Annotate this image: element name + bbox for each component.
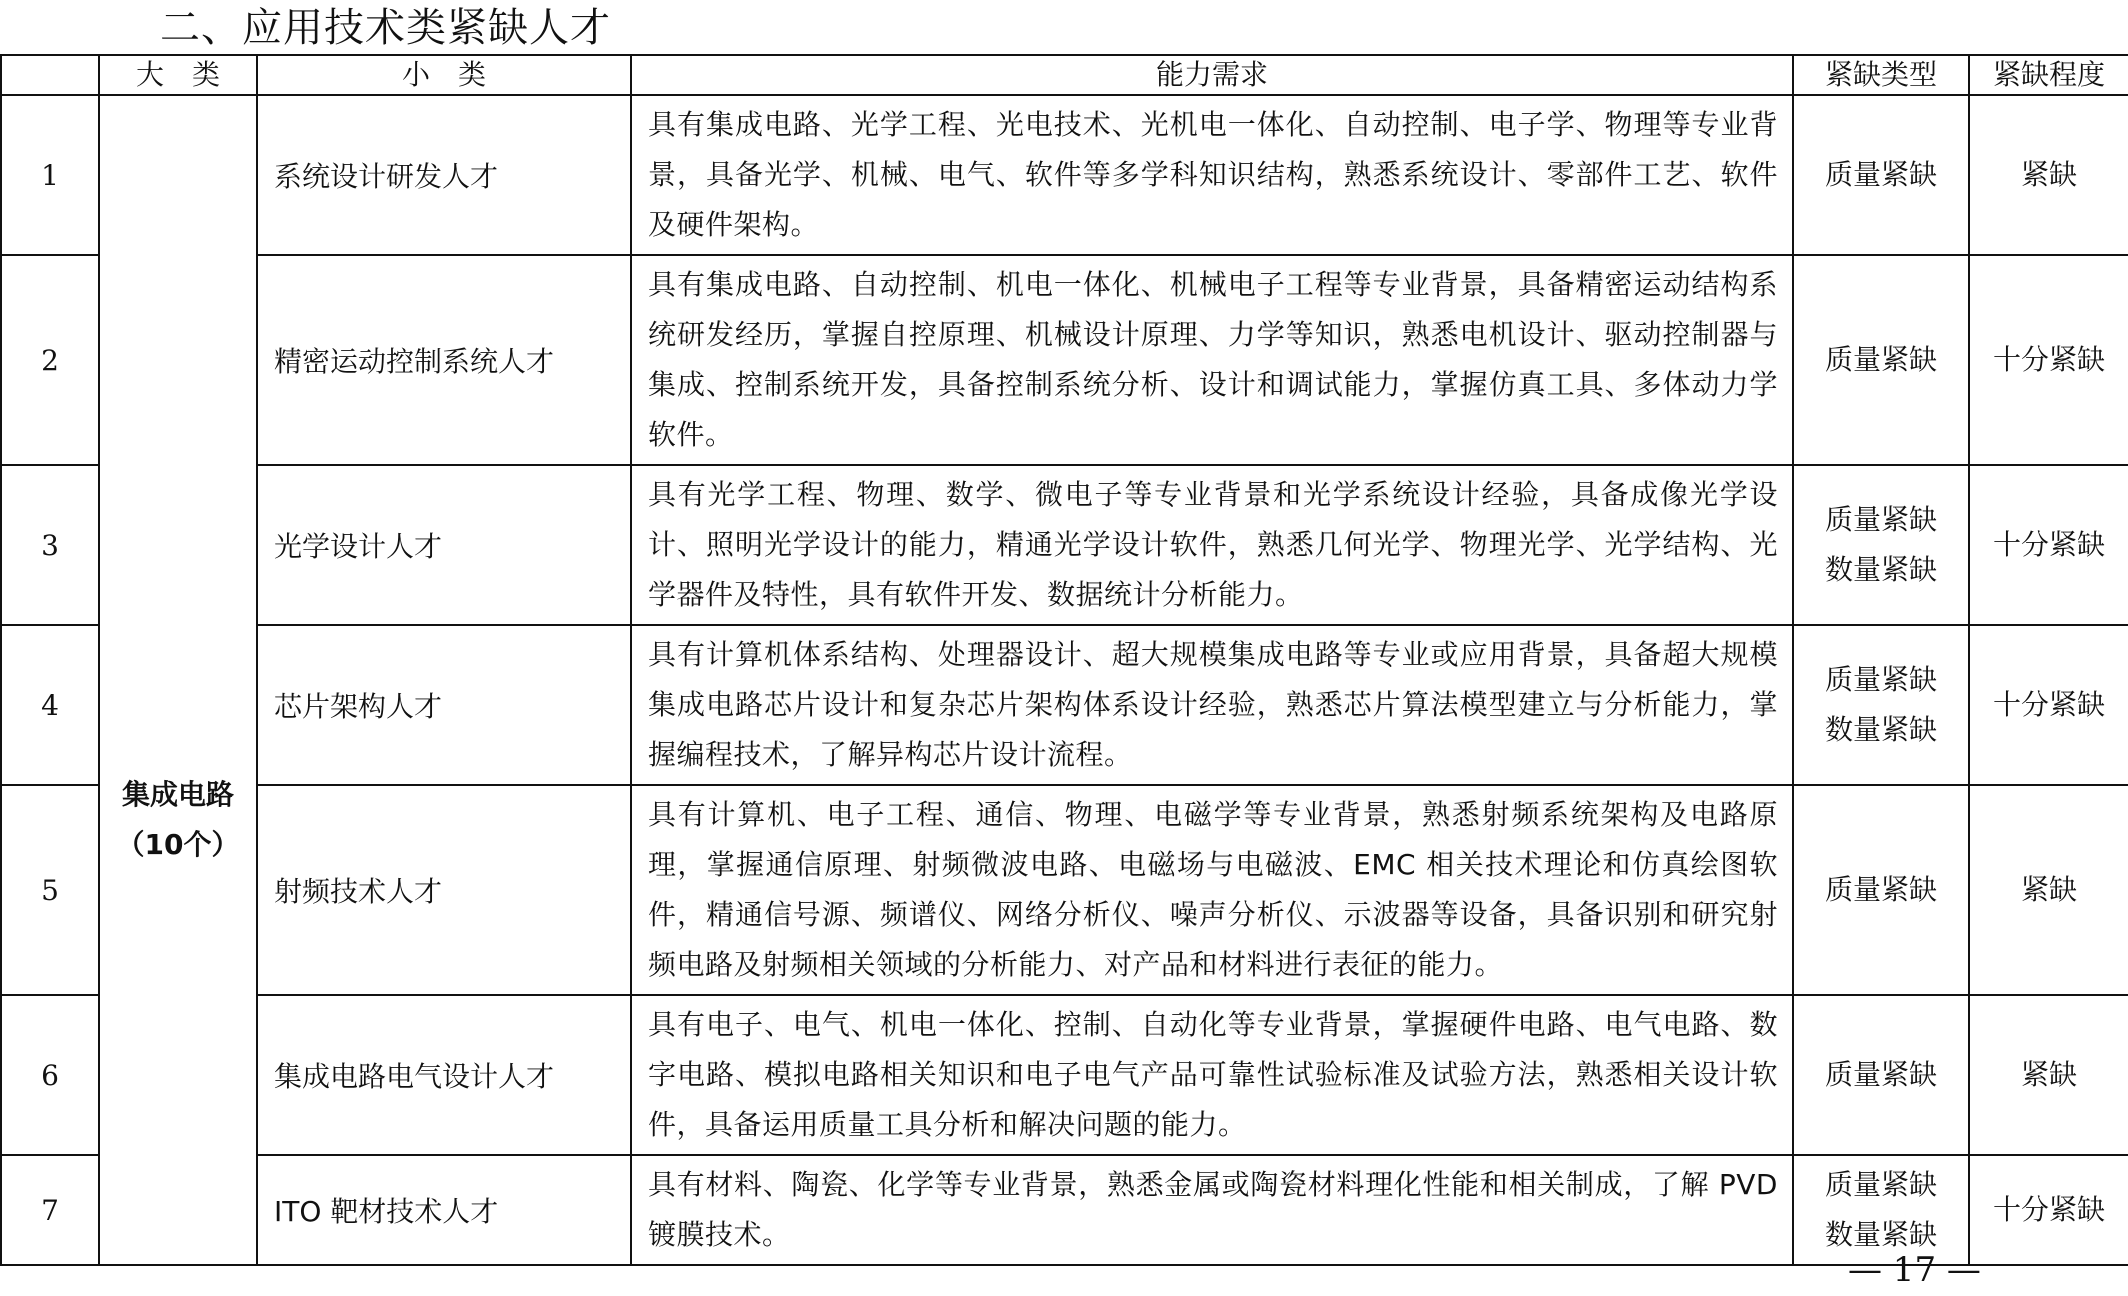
- shortage-type-cell: [1793, 1155, 1969, 1265]
- shortage-type-cell: [1793, 465, 1969, 625]
- shortage-degree-cell: 紧缺: [1969, 95, 2128, 255]
- requirement-cell: 具有电子、电气、机电一体化、控制、自动化等专业背景，掌握硬件电路、电气电路、数字电路、模拟电路相关知识和电子电气产品可靠性试验标准及试验方法，熟悉相关设计软件，具备运用质量工具分析和解决问题的能力。: [631, 995, 1793, 1155]
- subcategory-cell: 光学设计人才: [257, 465, 631, 625]
- shortage-type-1: 质量紧缺: [1824, 873, 1937, 906]
- shortage-type-cell: [1793, 625, 1969, 785]
- requirement-cell: 具有集成电路、光学工程、光电技术、光机电一体化、自动控制、电子学、物理等专业背景，具备光学、机械、电气、软件等多学科知识结构，熟悉系统设计、零部件工艺、软件及硬件架构。: [631, 95, 1793, 255]
- subcategory-cell: 射频技术人才: [257, 785, 631, 995]
- shortage-type-cell: [1793, 785, 1969, 995]
- shortage-type-1: 质量紧缺: [1824, 158, 1937, 191]
- talent-table: [0, 54, 2128, 1266]
- row-number: 6: [1, 995, 99, 1155]
- subcategory-cell: ITO 靶材技术人才: [257, 1155, 631, 1265]
- shortage-type-1: 质量紧缺: [1824, 663, 1937, 696]
- category-count: （10个）: [116, 828, 240, 861]
- shortage-type-2: 数量紧缺: [1824, 713, 1937, 746]
- table-row: [1, 785, 2128, 995]
- section-title: 二、应用技术类紧缺人才: [160, 5, 611, 51]
- page-number: — 17 —: [1848, 1250, 1981, 1290]
- header-shortage-degree: 紧缺程度: [1969, 55, 2128, 95]
- shortage-type-1: 质量紧缺: [1824, 1058, 1937, 1091]
- shortage-type-1: 质量紧缺: [1824, 343, 1937, 376]
- shortage-degree-cell: 紧缺: [1969, 995, 2128, 1155]
- table-header-row: [1, 55, 2128, 95]
- row-number: 2: [1, 255, 99, 465]
- row-number: 1: [1, 95, 99, 255]
- requirement-cell: 具有集成电路、自动控制、机电一体化、机械电子工程等专业背景，具备精密运动结构系统研发经历，掌握自控原理、机械设计原理、力学等知识，熟悉电机设计、驱动控制器与集成、控制系统开发，具备控制系统分析、设计和调试能力，掌握仿真工具、多体动力学软件。: [631, 255, 1793, 465]
- shortage-degree-cell: 十分紧缺: [1969, 625, 2128, 785]
- table-row: [1, 255, 2128, 465]
- row-number: 4: [1, 625, 99, 785]
- shortage-type-cell: [1793, 255, 1969, 465]
- subcategory-cell: 芯片架构人才: [257, 625, 631, 785]
- table-row: [1, 1155, 2128, 1265]
- subcategory-cell: 集成电路电气设计人才: [257, 995, 631, 1155]
- shortage-type-cell: [1793, 995, 1969, 1155]
- subcategory-cell: 精密运动控制系统人才: [257, 255, 631, 465]
- row-number: 7: [1, 1155, 99, 1265]
- category-name: 集成电路: [121, 778, 234, 811]
- shortage-degree-cell: 十分紧缺: [1969, 465, 2128, 625]
- header-category: 大 类: [99, 55, 257, 95]
- shortage-degree-cell: 紧缺: [1969, 785, 2128, 995]
- shortage-type-2: 数量紧缺: [1824, 1218, 1937, 1251]
- shortage-degree-cell: 十分紧缺: [1969, 255, 2128, 465]
- subcategory-cell: 系统设计研发人才: [257, 95, 631, 255]
- shortage-type-cell: [1793, 95, 1969, 255]
- table-row: [1, 995, 2128, 1155]
- requirement-cell: 具有计算机、电子工程、通信、物理、电磁学等专业背景，熟悉射频系统架构及电路原理，掌握通信原理、射频微波电路、电磁场与电磁波、EMC 相关技术理论和仿真绘图软件，精通信号源、频谱仪、网络分析仪、噪声分析仪、示波器等设备，具备识别和研究射频电路及射频相关领域的分析能力、对产品和材料进行表征的能力。: [631, 785, 1793, 995]
- shortage-degree-cell: 十分紧缺: [1969, 1155, 2128, 1265]
- category-cell: [99, 95, 257, 1265]
- shortage-type-1: 质量紧缺: [1824, 1168, 1937, 1201]
- table-row: [1, 95, 2128, 255]
- row-number: 5: [1, 785, 99, 995]
- table-row: [1, 465, 2128, 625]
- requirement-cell: 具有计算机体系结构、处理器设计、超大规模集成电路等专业或应用背景，具备超大规模集成电路芯片设计和复杂芯片架构体系设计经验，熟悉芯片算法模型建立与分析能力，掌握编程技术，了解异构芯片设计流程。: [631, 625, 1793, 785]
- shortage-type-2: 数量紧缺: [1824, 553, 1937, 586]
- requirement-cell: 具有光学工程、物理、数学、微电子等专业背景和光学系统设计经验，具备成像光学设计、照明光学设计的能力，精通光学设计软件，熟悉几何光学、物理光学、光学结构、光学器件及特性，具有软件开发、数据统计分析能力。: [631, 465, 1793, 625]
- header-subcategory: 小 类: [257, 55, 631, 95]
- row-number: 3: [1, 465, 99, 625]
- requirement-cell: 具有材料、陶瓷、化学等专业背景，熟悉金属或陶瓷材料理化性能和相关制成，了解 PVD 镀膜技术。: [631, 1155, 1793, 1265]
- shortage-type-1: 质量紧缺: [1824, 503, 1937, 536]
- table-row: [1, 625, 2128, 785]
- header-num: [1, 55, 99, 95]
- header-requirement: 能力需求: [631, 55, 1793, 95]
- header-shortage-type: 紧缺类型: [1793, 55, 1969, 95]
